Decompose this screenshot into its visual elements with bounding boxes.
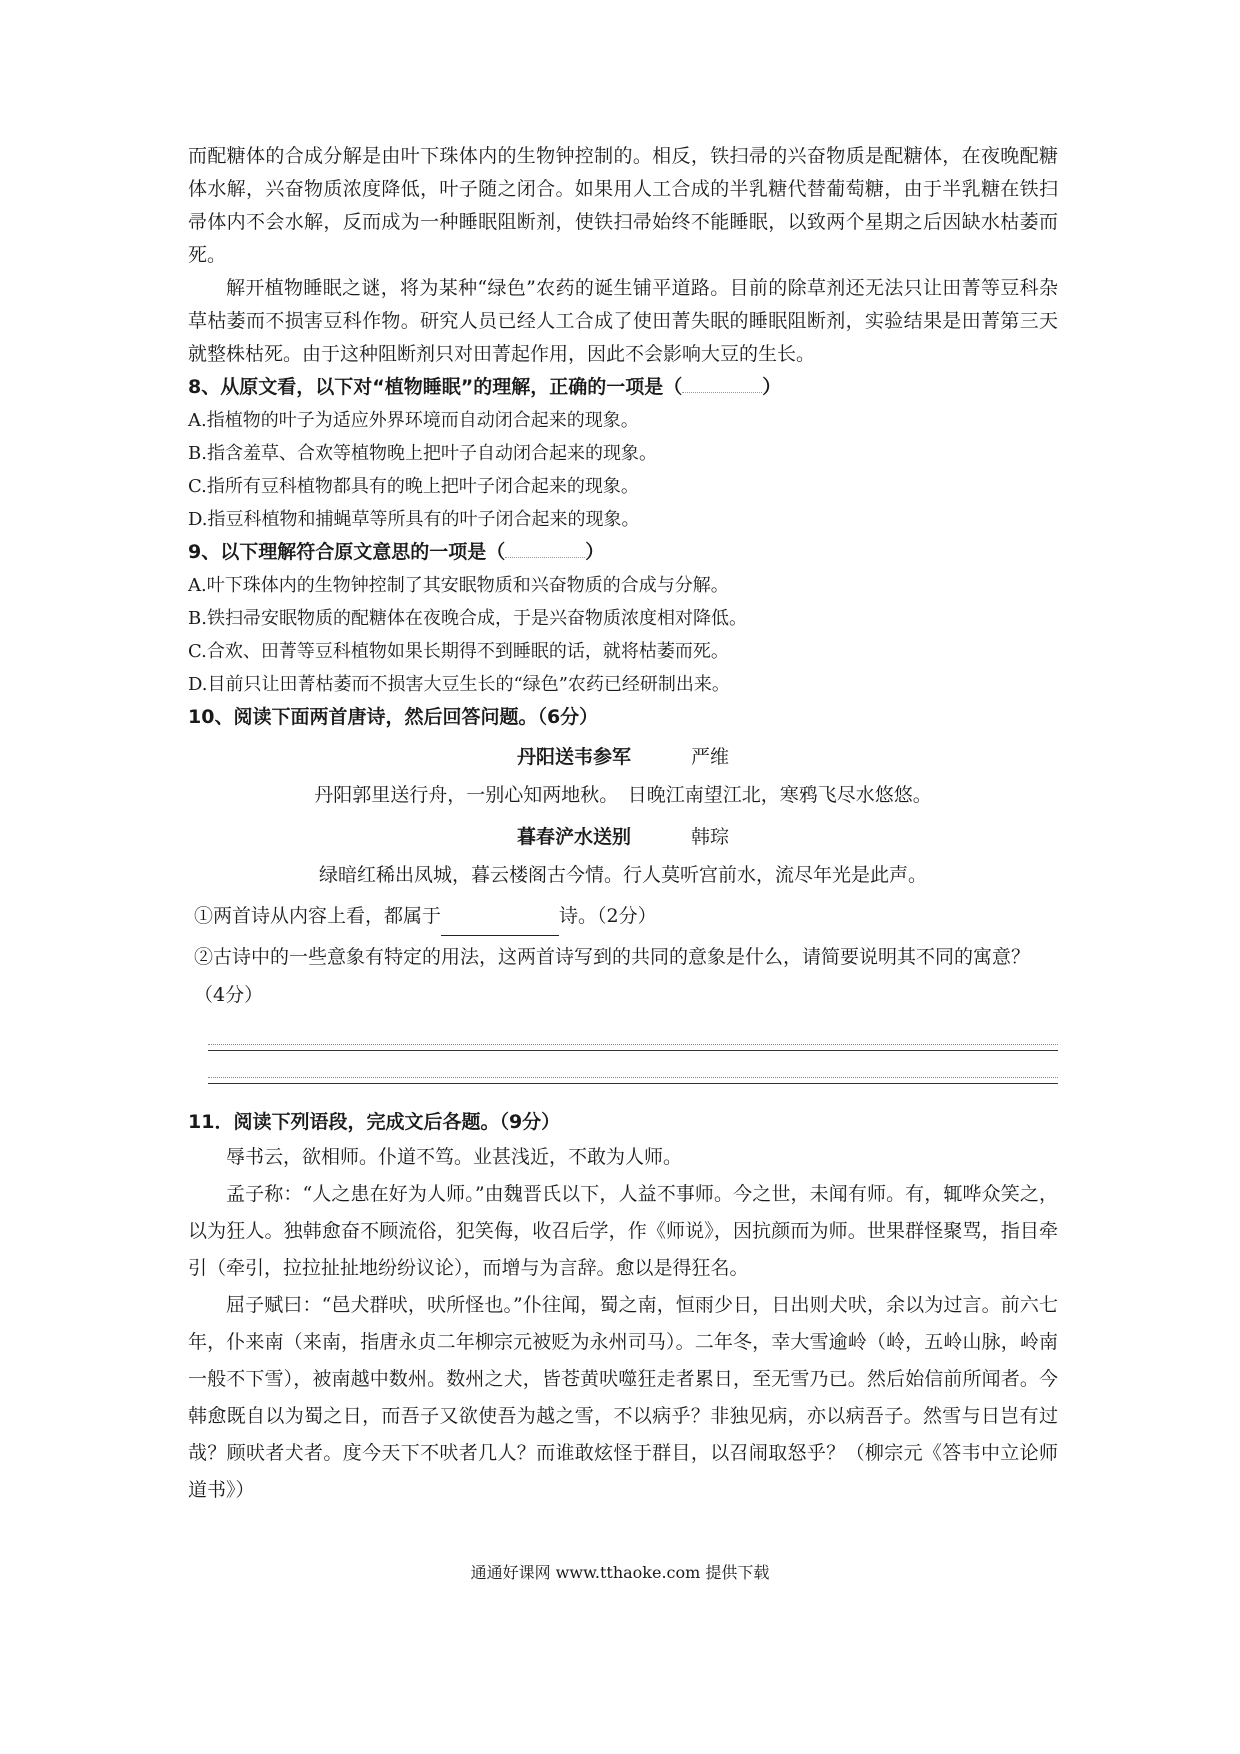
question-9-option-a: A.叶下珠体内的生物钟控制了其安眠物质和兴奋物质的合成与分解。 [188, 575, 729, 596]
question-8-option-b: B.指含羞草、合欢等植物晚上把叶子自动闭合起来的现象。 [188, 443, 657, 464]
passage-paragraph-1: 而配糖体的合成分解是由叶下珠体内的生物钟控制的。相反，铁扫帚的兴奋物质是配糖体，在夜晚配糖体水解，兴奋物质浓度降低，叶子随之闭合。如果用人工合成的半乳糖代替葡萄糖，由于半乳糖在铁扫帚体内不会水解，反而成为一种睡眠阻断剂，使铁扫帚始终不能睡眠，以致两个星期之后因缺水枯萎而死。 [188, 145, 1058, 266]
poem-2-text: 绿暗红稀出凤城，暮云楼阁古今情。行人莫听宫前水，流尽年光是此声。 [318, 864, 927, 886]
question-11-stem: 11．阅读下列语段，完成文后各题。（9分） [188, 1111, 561, 1133]
question-8-option-c: C.指所有豆科植物都具有的晚上把叶子闭合起来的现象。 [188, 476, 639, 497]
question-8-text: 8、从原文看，以下对“植物睡眠”的理解，正确的一项是（ [188, 376, 683, 398]
document-body [188, 140, 1058, 1509]
q11-paragraph-1: 辱书云，欲相师。仆道不笃。业甚浅近，不敢为人师。 [226, 1146, 683, 1168]
q11-paragraph-2: 孟子称：“人之患在好为人师。”由魏晋氏以下，人益不事师。今之世，未闻有师。有，辄哗众笑之，以为狂人。独韩愈奋不顾流俗，犯笑侮，收召后学，作《师说》，因抗颜而为师。世果群怪聚骂，指目牵引（牵引，拉拉扯扯地纷纷议论），而增与为言辞。愈以是得狂名。 [188, 1183, 1058, 1279]
question-8-close: ） [762, 376, 782, 398]
question-8-option-d: D.指豆科植物和捕蝇草等所具有的叶子闭合起来的现象。 [188, 509, 640, 530]
question-10-sub-1-before: ①两首诗从内容上看，都属于 [194, 905, 442, 927]
answer-blank-10-1[interactable] [441, 915, 559, 936]
poem-2-title: 暮春浐水送别 [516, 826, 631, 848]
question-9-text: 9、以下理解符合原文意思的一项是（ [188, 541, 506, 563]
q11-paragraph-3: 屈子赋曰：“邑犬群吠，吠所怪也。”仆往闻，蜀之南，恒雨少日，日出则犬吠，余以为过言。前六七年，仆来南（来南，指唐永贞二年柳宗元被贬为永州司马）。二年冬，幸大雪逾岭（岭，五岭山脉，岭南一般不下雪），被南越中数州。数州之犬，皆苍黄吠噬狂走者累日，至无雪乃已。然后始信前所闻者。今韩愈既自以为蜀之日，而吾子又欲使吾为越之雪，不以病乎？非独见病，亦以病吾子。然雪与日岂有过哉？顾吠者犬者。度今天下不吠者几人？而谁敢炫怪于群目，以召闹取怒乎？（柳宗元《答韦中立论师道书》） [188, 1294, 1058, 1501]
question-9-option-b: B.铁扫帚安眠物质的配糖体在夜晚合成，于是兴奋物质浓度相对降低。 [188, 608, 747, 629]
poem-2-heading [188, 818, 1058, 856]
page-footer: 通通好课网 www.tthaoke.com 提供下载 [470, 1563, 770, 1582]
question-10-stem: 10、阅读下面两首唐诗，然后回答问题。（6分） [188, 706, 599, 728]
poem-2-author: 韩琮 [691, 826, 730, 848]
poem-1-text: 丹阳郭里送行舟，一别心知两地秋。 日晚江南望江北，寒鸦飞尽水悠悠。 [314, 784, 932, 806]
answer-blank-8[interactable] [682, 378, 762, 393]
question-10-sub-1 [188, 896, 1058, 936]
question-10-sub-1-after: 诗。（2分） [559, 905, 657, 927]
answer-line-1[interactable] [208, 1050, 1058, 1051]
question-8-stem [188, 371, 1058, 404]
question-9-option-c: C.合欢、田菁等豆科植物如果长期得不到睡眠的话，就将枯萎而死。 [188, 641, 729, 662]
poem-1-title: 丹阳送韦参军 [516, 746, 631, 768]
poem-1-author: 严维 [691, 746, 730, 768]
question-8-option-a: A.指植物的叶子为适应外界环境而自动闭合起来的现象。 [188, 410, 639, 431]
answer-blank-9[interactable] [505, 543, 585, 558]
passage-paragraph-2: 解开植物睡眠之谜，将为某种“绿色”农药的诞生铺平道路。目前的除草剂还无法只让田菁等豆科杂草枯萎而不损害豆科作物。研究人员已经人工合成了使田菁失眠的睡眠阻断剂，实验结果是田菁第三天就整株枯死。由于这种阻断剂只对田菁起作用，因此不会影响大豆的生长。 [188, 277, 1058, 365]
question-9-stem [188, 536, 1058, 569]
poem-1-heading [188, 738, 1058, 776]
question-9-close: ） [585, 541, 605, 563]
question-9-option-d: D.目前只让田菁枯萎而不损害大豆生长的“绿色”农药已经研制出来。 [188, 674, 730, 695]
answer-line-2[interactable] [208, 1083, 1058, 1084]
question-10-sub-2: ②古诗中的一些意象有特定的用法，这两首诗写到的共同的意象是什么，请简要说明其不同的寓意？（4分） [194, 946, 1031, 1006]
